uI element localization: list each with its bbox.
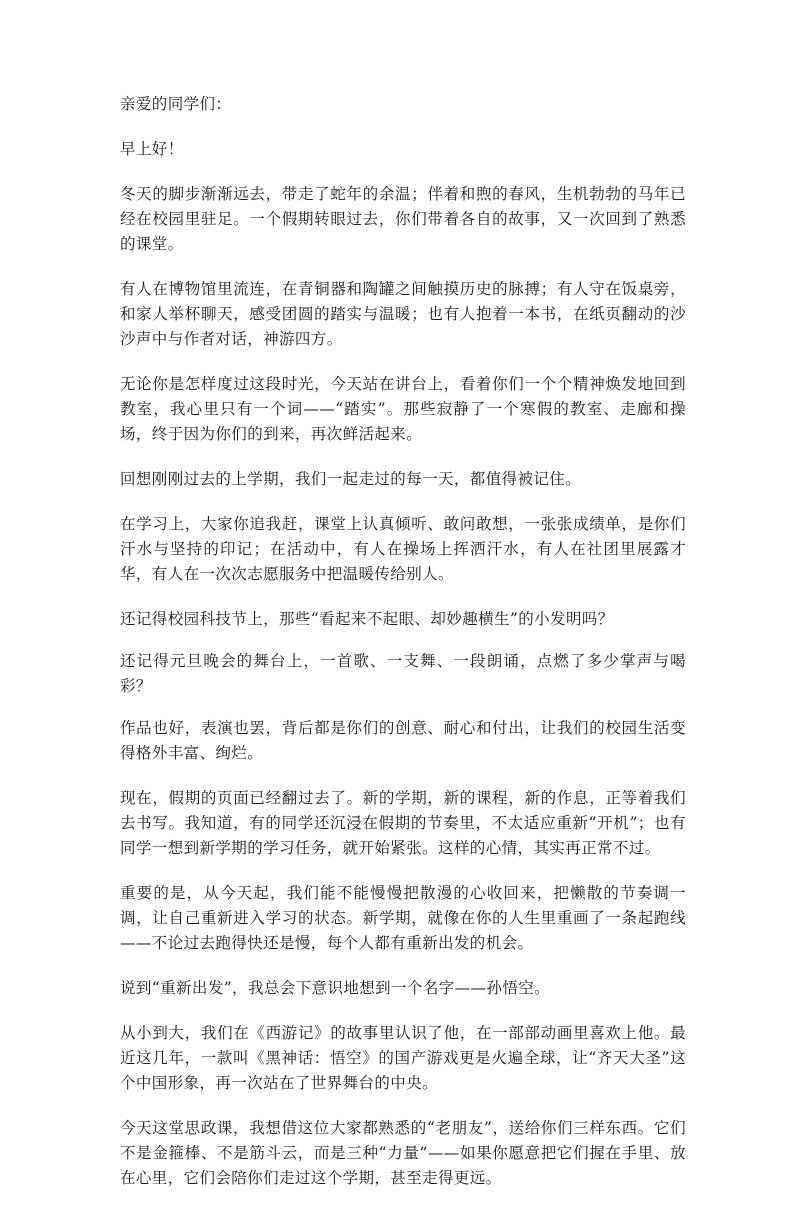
- salutation: 亲爱的同学们：: [120, 95, 232, 113]
- paragraph: 现在，假期的页面已经翻过去了。新的学期，新的课程，新的作息，正等着我们去书写。我知道，有的同学还沉浸在假期的节奏里，不太适应重新“开机”；也有同学一想到新学期的学习任务，就开始紧张。这样的心情，其实再正常不过。: [120, 789, 686, 857]
- paragraph: 无论你是怎样度过这段时光，今天站在讲台上，看着你们一个个精神焕发地回到教室，我心里只有一个词——“踏实”。那些寂静了一个寒假的教室、走廊和操场，终于因为你们的到来，再次鲜活起来。: [120, 375, 686, 443]
- letter-body: [120, 92, 686, 1211]
- greeting: 早上好！: [120, 140, 184, 158]
- paragraph: 从小到大，我们在《西游记》的故事里认识了他，在一部部动画里喜欢上他。最近这几年，一款叫《黑神话：悟空》的国产游戏更是火遍全球，让“齐天大圣”这个中国形象，再一次站在了世界舞台的中央。: [120, 1024, 686, 1092]
- paragraph: 重要的是，从今天起，我们能不能慢慢把散漫的心收回来，把懒散的节奏调一调，让自己重新进入学习的状态。新学期，就像在你的人生里重画了一条起跑线——不论过去跑得快还是慢，每个人都有重新出发的机会。: [120, 884, 686, 952]
- paragraph: 说到“重新出发”，我总会下意识地想到一个名字——孙悟空。: [120, 979, 551, 997]
- paragraph: 冬天的脚步渐渐远去，带走了蛇年的余温；伴着和煦的春风，生机勃勃的马年已经在校园里驻足。一个假期转眼过去，你们带着各自的故事，又一次回到了熟悉的课堂。: [120, 185, 686, 253]
- paragraph: 还记得元旦晚会的舞台上，一首歌、一支舞、一段朗诵，点燃了多少掌声与喝彩？: [120, 652, 686, 695]
- paragraph: 还记得校园科技节上，那些“看起来不起眼、却妙趣横生”的小发明吗？: [120, 610, 614, 628]
- paragraph: 今天这堂思政课，我想借这位大家都熟悉的“老朋友”，送给你们三样东西。它们不是金箍棒、不是筋斗云，而是三种“力量”——如果你愿意把它们握在手里、放在心里，它们会陪你们走过这个学期，甚至走得更远。: [120, 1119, 686, 1187]
- paragraph: 在学习上，大家你追我赶，课堂上认真倾听、敢问敢想，一张张成绩单，是你们汗水与坚持的印记；在活动中，有人在操场上挥洒汗水，有人在社团里展露才华，有人在一次次志愿服务中把温暖传给别人。: [120, 515, 686, 583]
- paragraph: 作品也好，表演也罢，背后都是你们的创意、耐心和付出，让我们的校园生活变得格外丰富、绚烂。: [120, 719, 686, 762]
- paragraph: 回想刚刚过去的上学期，我们一起走过的每一天，都值得被记住。: [120, 470, 582, 488]
- paragraph: 有人在博物馆里流连，在青铜器和陶罐之间触摸历史的脉搏；有人守在饭桌旁，和家人举杯聊天，感受团圆的踏实与温暖；也有人抱着一本书，在纸页翻动的沙沙声中与作者对话，神游四方。: [120, 280, 686, 348]
